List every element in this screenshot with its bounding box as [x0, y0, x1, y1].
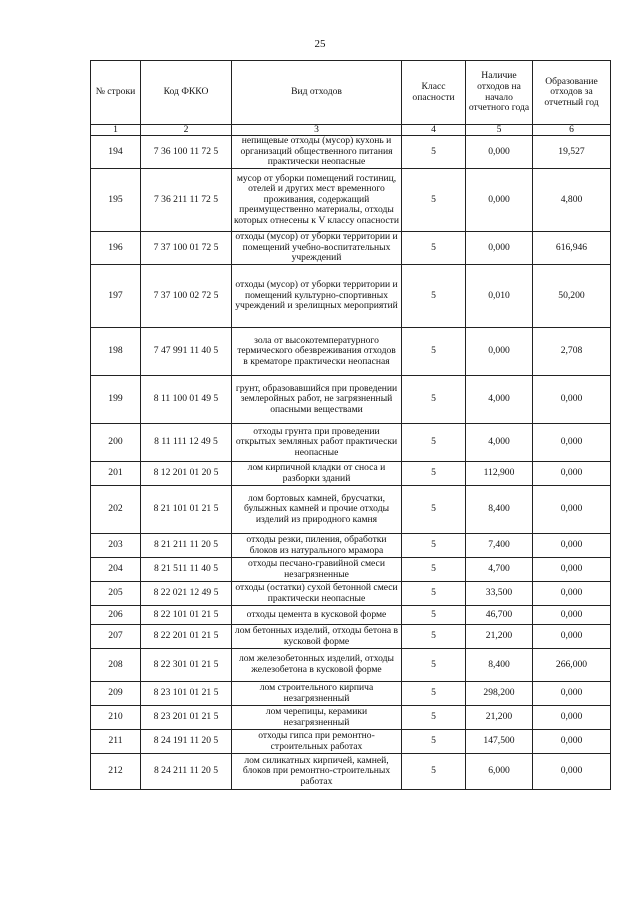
- row-number: 201: [91, 462, 141, 486]
- table-header-row: [91, 61, 611, 125]
- header-start-amount: Наличие отходов на начало отчетного года: [466, 61, 533, 125]
- waste-name: отходы (мусор) от уборки территории и помещений культурно-спортивных учреждений и зрелищных мероприятий: [232, 265, 402, 328]
- waste-name: отходы резки, пиления, обработки блоков из натурального мрамора: [232, 534, 402, 558]
- generated-amount: 0,000: [533, 682, 611, 706]
- table-row: [91, 706, 611, 730]
- column-number: 5: [466, 125, 533, 136]
- row-number: 212: [91, 754, 141, 790]
- fkko-code: 8 21 511 11 40 5: [141, 558, 232, 582]
- waste-name: грунт, образовавшийся при проведении землеройных работ, не загрязненный опасными веществами: [232, 376, 402, 424]
- table-row: [91, 486, 611, 534]
- waste-name: мусор от уборки помещений гостиниц, отелей и других мест временного проживания, содержащий преимущественно материалы, отходы которых отнесены к V классу опасности: [232, 169, 402, 232]
- waste-name: отходы цемента в кусковой форме: [232, 606, 402, 625]
- waste-name: зола от высокотемпературного термического обезвреживания отходов в крематоре практически неопасная: [232, 328, 402, 376]
- column-number: 6: [533, 125, 611, 136]
- start-amount: 0,000: [466, 169, 533, 232]
- waste-name: лом строительного кирпича незагрязненный: [232, 682, 402, 706]
- start-amount: 6,000: [466, 754, 533, 790]
- generated-amount: 0,000: [533, 730, 611, 754]
- table-row: [91, 730, 611, 754]
- hazard-class: 5: [402, 582, 466, 606]
- start-amount: 46,700: [466, 606, 533, 625]
- row-number: 199: [91, 376, 141, 424]
- generated-amount: 0,000: [533, 462, 611, 486]
- row-number: 194: [91, 136, 141, 169]
- header-waste-type: Вид отходов: [232, 61, 402, 125]
- header-code: Код ФККО: [141, 61, 232, 125]
- start-amount: 21,200: [466, 706, 533, 730]
- fkko-code: 8 11 111 12 49 5: [141, 424, 232, 462]
- hazard-class: 5: [402, 625, 466, 649]
- generated-amount: 0,000: [533, 754, 611, 790]
- waste-name: отходы (мусор) от уборки территории и помещений учебно-воспитательных учреждений: [232, 232, 402, 265]
- generated-amount: 0,000: [533, 376, 611, 424]
- hazard-class: 5: [402, 376, 466, 424]
- generated-amount: 0,000: [533, 582, 611, 606]
- fkko-code: 7 37 100 01 72 5: [141, 232, 232, 265]
- row-number: 205: [91, 582, 141, 606]
- hazard-class: 5: [402, 136, 466, 169]
- table-row: [91, 606, 611, 625]
- table-row: [91, 424, 611, 462]
- table-row: [91, 649, 611, 682]
- hazard-class: 5: [402, 706, 466, 730]
- header-row-no: № строки: [91, 61, 141, 125]
- table-row: [91, 169, 611, 232]
- fkko-code: 8 22 201 01 21 5: [141, 625, 232, 649]
- table-row: [91, 328, 611, 376]
- table-row: [91, 376, 611, 424]
- hazard-class: 5: [402, 169, 466, 232]
- row-number: 211: [91, 730, 141, 754]
- waste-name: лом черепицы, керамики незагрязненный: [232, 706, 402, 730]
- row-number: 207: [91, 625, 141, 649]
- column-number: 1: [91, 125, 141, 136]
- start-amount: 4,000: [466, 424, 533, 462]
- fkko-code: 8 24 191 11 20 5: [141, 730, 232, 754]
- hazard-class: 5: [402, 754, 466, 790]
- hazard-class: 5: [402, 606, 466, 625]
- start-amount: 0,000: [466, 136, 533, 169]
- hazard-class: 5: [402, 328, 466, 376]
- generated-amount: 0,000: [533, 606, 611, 625]
- table-row: [91, 265, 611, 328]
- fkko-code: 8 21 101 01 21 5: [141, 486, 232, 534]
- fkko-code: 8 23 201 01 21 5: [141, 706, 232, 730]
- row-number: 196: [91, 232, 141, 265]
- fkko-code: 8 24 211 11 20 5: [141, 754, 232, 790]
- hazard-class: 5: [402, 534, 466, 558]
- waste-name: лом железобетонных изделий, отходы железобетона в кусковой форме: [232, 649, 402, 682]
- hazard-class: 5: [402, 232, 466, 265]
- table-row: [91, 754, 611, 790]
- start-amount: 147,500: [466, 730, 533, 754]
- waste-name: отходы песчано-гравийной смеси незагрязненные: [232, 558, 402, 582]
- row-number: 208: [91, 649, 141, 682]
- fkko-code: 8 22 301 01 21 5: [141, 649, 232, 682]
- fkko-code: 8 22 021 12 49 5: [141, 582, 232, 606]
- waste-name: лом бетонных изделий, отходы бетона в кусковой форме: [232, 625, 402, 649]
- column-number: 3: [232, 125, 402, 136]
- row-number: 206: [91, 606, 141, 625]
- row-number: 200: [91, 424, 141, 462]
- page-number: 25: [314, 38, 326, 50]
- waste-name: непищевые отходы (мусор) кухонь и организаций общественного питания практически неопасные: [232, 136, 402, 169]
- start-amount: 8,400: [466, 486, 533, 534]
- generated-amount: 0,000: [533, 558, 611, 582]
- row-number: 203: [91, 534, 141, 558]
- generated-amount: 0,000: [533, 424, 611, 462]
- fkko-code: 8 21 211 11 20 5: [141, 534, 232, 558]
- generated-amount: 0,000: [533, 534, 611, 558]
- start-amount: 8,400: [466, 649, 533, 682]
- row-number: 197: [91, 265, 141, 328]
- waste-name: отходы гипса при ремонтно-строительных работах: [232, 730, 402, 754]
- fkko-code: 8 23 101 01 21 5: [141, 682, 232, 706]
- fkko-code: 7 37 100 02 72 5: [141, 265, 232, 328]
- generated-amount: 19,527: [533, 136, 611, 169]
- waste-name: отходы (остатки) сухой бетонной смеси практически неопасные: [232, 582, 402, 606]
- hazard-class: 5: [402, 649, 466, 682]
- start-amount: 7,400: [466, 534, 533, 558]
- generated-amount: 4,800: [533, 169, 611, 232]
- start-amount: 4,700: [466, 558, 533, 582]
- header-hazard-class: Класс опасности: [402, 61, 466, 125]
- fkko-code: 8 22 101 01 21 5: [141, 606, 232, 625]
- start-amount: 0,000: [466, 232, 533, 265]
- generated-amount: 0,000: [533, 486, 611, 534]
- start-amount: 21,200: [466, 625, 533, 649]
- table-row: [91, 682, 611, 706]
- start-amount: 0,000: [466, 328, 533, 376]
- fkko-code: 8 11 100 01 49 5: [141, 376, 232, 424]
- fkko-code: 8 12 201 01 20 5: [141, 462, 232, 486]
- column-number: 2: [141, 125, 232, 136]
- row-number: 204: [91, 558, 141, 582]
- waste-table: [90, 60, 611, 790]
- column-number: 4: [402, 125, 466, 136]
- waste-name: отходы грунта при проведении открытых земляных работ практически неопасные: [232, 424, 402, 462]
- waste-name: лом силикатных кирпичей, камней, блоков при ремонтно-строительных работах: [232, 754, 402, 790]
- waste-name: лом бортовых камней, брусчатки, булыжных камней и прочие отходы изделий из природного камня: [232, 486, 402, 534]
- column-number-row: [91, 125, 611, 136]
- row-number: 202: [91, 486, 141, 534]
- generated-amount: 0,000: [533, 625, 611, 649]
- generated-amount: 50,200: [533, 265, 611, 328]
- hazard-class: 5: [402, 558, 466, 582]
- hazard-class: 5: [402, 486, 466, 534]
- generated-amount: 616,946: [533, 232, 611, 265]
- generated-amount: 0,000: [533, 706, 611, 730]
- start-amount: 33,500: [466, 582, 533, 606]
- waste-name: лом кирпичной кладки от сноса и разборки зданий: [232, 462, 402, 486]
- generated-amount: 2,708: [533, 328, 611, 376]
- hazard-class: 5: [402, 265, 466, 328]
- fkko-code: 7 47 991 11 40 5: [141, 328, 232, 376]
- row-number: 195: [91, 169, 141, 232]
- hazard-class: 5: [402, 730, 466, 754]
- fkko-code: 7 36 100 11 72 5: [141, 136, 232, 169]
- table-row: [91, 558, 611, 582]
- table-row: [91, 625, 611, 649]
- start-amount: 298,200: [466, 682, 533, 706]
- hazard-class: 5: [402, 462, 466, 486]
- table-row: [91, 462, 611, 486]
- table-row: [91, 232, 611, 265]
- start-amount: 4,000: [466, 376, 533, 424]
- start-amount: 0,010: [466, 265, 533, 328]
- row-number: 209: [91, 682, 141, 706]
- row-number: 210: [91, 706, 141, 730]
- start-amount: 112,900: [466, 462, 533, 486]
- generated-amount: 266,000: [533, 649, 611, 682]
- row-number: 198: [91, 328, 141, 376]
- hazard-class: 5: [402, 682, 466, 706]
- table-row: [91, 534, 611, 558]
- table-row: [91, 582, 611, 606]
- table-row: [91, 136, 611, 169]
- fkko-code: 7 36 211 11 72 5: [141, 169, 232, 232]
- header-generated-amount: Образование отходов за отчетный год: [533, 61, 611, 125]
- hazard-class: 5: [402, 424, 466, 462]
